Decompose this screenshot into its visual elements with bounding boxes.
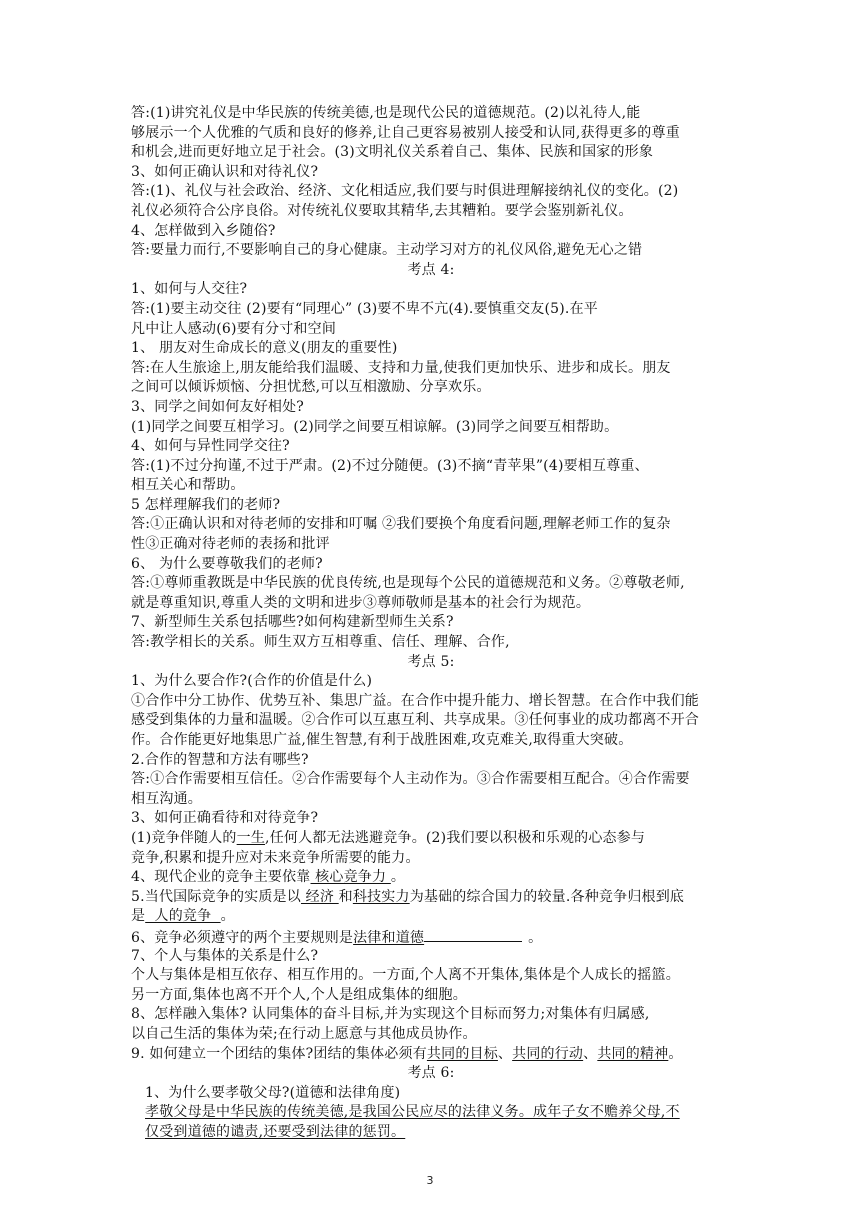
text-line: 以自己生活的集体为荣;在行动上愿意与其他成员协作。 bbox=[131, 1025, 477, 1042]
text-line bbox=[131, 907, 731, 927]
question-heading: 2.合作的智慧和方法有哪些? bbox=[131, 751, 309, 768]
text-line bbox=[131, 888, 731, 908]
text-line: 感受到集体的力量和温暖。②合作可以互惠互利、共享成果。③任何事业的成功都离不开合 bbox=[131, 712, 699, 729]
page-number: 3 bbox=[426, 1174, 434, 1187]
text-line: 和机会,进而更好地立足于社会。(3)文明礼仪关系着自己、集体、民族和国家的形象 bbox=[131, 144, 654, 161]
text-segment: 、 bbox=[583, 1045, 598, 1062]
text-line: 就是尊重知识,尊重人类的文明和进步③尊师敬师是基本的社会行为规范。 bbox=[131, 594, 591, 611]
underlined-answer: 共同的行动 bbox=[512, 1045, 584, 1062]
text-segment: ,任何人都无法逃避竞争。(2)我们要以积极和乐观的心态参与 bbox=[265, 829, 646, 846]
underlined-answer: 仅受到道德的谴责,还要受到法律的惩罚。 bbox=[145, 1123, 406, 1140]
question-heading: 3、同学之间如何友好相处? bbox=[131, 398, 305, 415]
text-segment: 为基础的综合国力的较量.各种竞争归根到底 bbox=[409, 888, 685, 905]
text-line: 凡中让人感动(6)要有分寸和空间 bbox=[131, 320, 337, 337]
text-segment: 9. 如何建立一个团结的集体?团结的集体必须有 bbox=[131, 1045, 427, 1062]
text-line bbox=[131, 829, 731, 849]
question-heading: 7、个人与集体的关系是什么? bbox=[131, 947, 319, 964]
underlined-answer: 共同的目标 bbox=[426, 1045, 498, 1062]
text-line: 8、怎样融入集体? 认同集体的奋斗目标,并为实现这个目标而努力;对集体有归属感, bbox=[131, 1006, 650, 1023]
text-line: 竞争,积累和提升应对未来竞争所需要的能力。 bbox=[131, 849, 420, 866]
text-line: 之间可以倾诉烦恼、分担忧愁,可以互相激励、分享欢乐。 bbox=[131, 379, 491, 396]
text-line: (1)同学之间要互相学习。(2)同学之间要互相谅解。(3)同学之间要互相帮助。 bbox=[131, 418, 619, 435]
question-heading: 4、如何与异性同学交往? bbox=[131, 438, 290, 455]
text-line: 答:(1)、礼仪与社会政治、经济、文化相适应,我们要与时俱进理解接纳礼仪的变化。(2) bbox=[131, 183, 679, 200]
underlined-answer: 共同的精神 bbox=[597, 1045, 669, 1062]
text-segment: 。 bbox=[528, 929, 543, 946]
section-heading: 考点 6: bbox=[407, 1065, 455, 1082]
section-heading: 考点 4: bbox=[407, 261, 455, 278]
text-segment: 和 bbox=[338, 888, 353, 905]
text-line: 另一方面,集体也离不开个人,个人是组成集体的细胞。 bbox=[131, 986, 467, 1003]
underlined-answer: 孝敬父母是中华民族的传统美德,是我国公民应尽的法律义务。成年子女不赡养父母,不 bbox=[145, 1104, 680, 1121]
text-line: 性③正确对待老师的表扬和批评 bbox=[131, 536, 330, 553]
text-segment: (1)竞争伴随人的 bbox=[131, 829, 237, 846]
text-segment: 。 bbox=[390, 869, 406, 886]
text-line: 答:①尊师重教既是中华民族的优良传统,也是现每个公民的道德规范和义务。②尊敬老师, bbox=[131, 575, 685, 592]
underlined-answer: 法律和道德 bbox=[353, 929, 425, 946]
underlined-answer: 人的竞争 bbox=[145, 908, 221, 925]
text-segment: 6、竞争必须遵守的两个主要规则是 bbox=[131, 929, 354, 946]
question-heading: 4、怎样做到入乡随俗? bbox=[131, 222, 276, 239]
text-line: 答:要量力而行,不要影响自己的身心健康。主动学习对方的礼仪风俗,避免无心之错 bbox=[131, 242, 643, 259]
text-line: 相互沟通。 bbox=[131, 790, 202, 807]
text-line: 答:①合作需要相互信任。②合作需要每个人主动作为。③合作需要相互配合。④合作需要 bbox=[131, 771, 690, 788]
text-line: 答:(1)讲究礼仪是中华民族的传统美德,也是现代公民的道德规范。(2)以礼待人,能 bbox=[131, 105, 641, 121]
question-heading: 6、 为什么要尊敬我们的老师? bbox=[131, 555, 323, 572]
text-segment: 。 bbox=[668, 1045, 683, 1062]
question-heading: 1、为什么要合作?(合作的价值是什么) bbox=[131, 673, 373, 690]
text-line: 答:(1)要主动交往 (2)要有“同理心” (3)要不卑不亢(4).要慎重交友(5).在平 bbox=[131, 300, 598, 317]
underlined-answer: 核心竞争力 bbox=[310, 869, 391, 886]
text-line bbox=[131, 1045, 731, 1065]
fill-blank bbox=[424, 927, 522, 942]
text-segment: 5.当代国际竞争的实质是以 bbox=[131, 888, 301, 905]
text-segment: 4、现代企业的竞争主要依靠 bbox=[131, 869, 311, 886]
question-heading: 3、如何正确看待和对待竞争? bbox=[131, 810, 319, 827]
text-line: 够展示一个人优雅的气质和良好的修养,让自己更容易被别人接受和认同,获得更多的尊重 bbox=[131, 124, 680, 141]
underlined-answer: 经济 bbox=[300, 888, 339, 905]
question-heading: 3、如何正确认识和对待礼仪? bbox=[131, 163, 319, 180]
text-line: 礼仪必须符合公序良俗。对传统礼仪要取其精华,去其糟粕。要学会鉴别新礼仪。 bbox=[131, 202, 633, 219]
question-heading: 1、为什么要孝敬父母?(道德和法律角度) bbox=[145, 1084, 401, 1101]
document-body bbox=[131, 104, 731, 1142]
text-line: 个人与集体是相互依存、相互作用的。一方面,个人离不开集体,集体是个人成长的摇篮。 bbox=[131, 967, 680, 984]
text-line: 答:在人生旅途上,朋友能给我们温暖、支持和力量,使我们更加快乐、进步和成长。朋友 bbox=[131, 359, 671, 376]
question-heading: 1、 朋友对生命成长的意义(朋友的重要性) bbox=[131, 340, 398, 357]
text-line bbox=[131, 927, 731, 947]
text-line: ①合作中分工协作、优势互补、集思广益。在合作中提升能力、增长智慧。在合作中我们能 bbox=[131, 692, 699, 709]
text-line: 答:①正确认识和对待老师的安排和叮嘱 ②我们要换个角度看问题,理解老师工作的复杂 bbox=[131, 516, 671, 533]
text-segment: 、 bbox=[497, 1045, 513, 1062]
question-heading: 5 怎样理解我们的老师? bbox=[131, 496, 281, 513]
question-heading: 1、如何与人交往? bbox=[131, 281, 248, 298]
text-line: 答:(1)不过分拘谨,不过于严肃。(2)不过分随便。(3)不摘“青苹果”(4)要相互尊重、 bbox=[131, 457, 649, 474]
text-segment: 。 bbox=[220, 908, 235, 925]
text-line: 答:教学相长的关系。师生双方互相尊重、信任、理解、合作, bbox=[131, 634, 510, 651]
underlined-answer: 一生 bbox=[236, 829, 266, 846]
underlined-answer: 科技实力 bbox=[352, 888, 410, 905]
text-line: 相互关心和帮助。 bbox=[131, 477, 245, 494]
question-heading: 7、新型师生关系包括哪些?如何构建新型师生关系? bbox=[131, 614, 454, 631]
text-line: 作。合作能更好地集思广益,催生智慧,有利于战胜困难,攻克难关,取得重大突破。 bbox=[131, 732, 633, 748]
text-segment: 是 bbox=[131, 908, 146, 925]
text-line bbox=[131, 868, 731, 888]
section-heading: 考点 5: bbox=[407, 653, 455, 670]
